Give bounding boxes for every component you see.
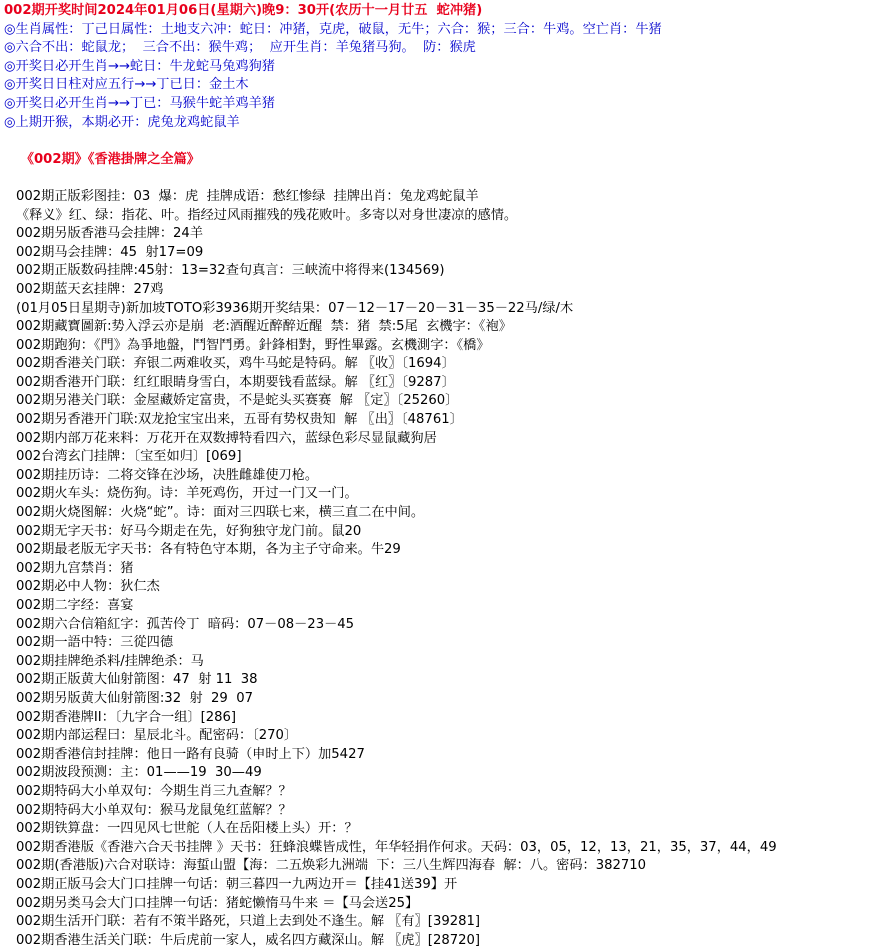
section-title-period: 《002期》 xyxy=(20,151,88,167)
content-row-35: 002期铁算盘：一四见风七世舵（人在岳阳楼上头）开：？ xyxy=(16,821,358,837)
content-row-19: 002期无字天书：好马今期走在先，好狗独守龙门前。鼠20 xyxy=(16,523,362,539)
content-row-2: 《释义》红、绿：指花、叶。指经过风雨摧残的残花败叶。多寄以对身世凄凉的感情。 xyxy=(16,207,518,223)
content-row-32: 002期波段预测：主：01——19 30—49 xyxy=(16,765,262,781)
content-row-9: 002期跑狗：《門》為爭地盤，鬥智鬥勇。針鋒相對，野性畢露。玄機測字：《橋》 xyxy=(16,337,490,353)
content-row-36: 002期香港版《香港六合天书挂牌 》天书：狂蜂浪蝶皆成性，年华轻捐作何求。天码：03，05，12，13，21，35，37，44，49 xyxy=(16,839,777,855)
content-row-10: 002期香港关门联：弃银二两难收买，鸡牛马蛇是特码。解 〖收〗〔1694〕 xyxy=(16,356,455,372)
content-row-23: 002期二字经：喜宴 xyxy=(16,598,134,613)
content-row-26: 002期挂牌绝杀料/挂牌绝杀：马 xyxy=(16,653,204,669)
content-row-18: 002期火烧图解：火烧“蛇”。诗：面对三四联七来，横三直二在中间。 xyxy=(16,505,425,521)
content-row-41: 002期香港生活关门联：牛后虎前一家人，威名四方藏深山。解 〖虎〗[28720] xyxy=(16,932,481,948)
content-row-6: 002期蓝天玄挂牌：27鸡 xyxy=(16,281,164,297)
attribute-line-1: ◎生肖属性：丁己日属性：土地支六冲：蛇日：冲猪，克虎，破鼠，无牛；六合：猴；三合：牛鸡。空亡肖：牛猪 xyxy=(4,21,662,37)
content-row-37: 002期(香港版)六合对联诗：海蜇山盟【海：二五焕彩九洲端 下：三八生辉四海春 解：八。密码：382710 xyxy=(16,858,647,874)
content-row-30: 002期内部运程曰：星辰北斗。配密码：〔270〕 xyxy=(16,728,298,744)
content-row-22: 002期必中人物：狄仁杰 xyxy=(16,579,160,595)
content-row-28: 002期另版黄大仙射箭图:32 射 29 07 xyxy=(16,690,253,706)
content-row-33: 002期特码大小单双句：今期生肖三九查解？？ xyxy=(16,783,292,799)
content-row-5: 002期正版数码挂牌:45射：13=32查句真言：三峡流中将得来(134569) xyxy=(16,263,445,279)
attribute-line-6: ◎上期开猴，本期必开：虎兔龙鸡蛇鼠羊 xyxy=(4,114,240,130)
content-row-14: 002期内部万花来料：万花开在双数搏特看四六，蓝绿色彩尽显鼠藏狗居 xyxy=(16,430,437,446)
content-row-7: (01月05日星期寺)新加坡TOTO彩3936期开奖结果：07－12－17－20－31－35－22马/绿/木 xyxy=(16,300,574,316)
content-row-38: 002期正版马会大门口挂牌一句话：朝三暮四一九两边开＝【挂41送39】开 xyxy=(16,876,458,892)
content-row-8: 002期藏寶圖新:势入浮云亦是崩 老:酒醒近醉醉近醒 禁：猪 禁:5尾 玄機字：《袍》 xyxy=(16,319,512,335)
attribute-line-2: ◎六合不出：蛇鼠龙； 三合不出：猴牛鸡； 应开生肖：羊兔猪马狗。 防：猴虎 xyxy=(4,40,476,56)
content-row-21: 002期九宫禁肖：猪 xyxy=(16,560,134,576)
content-row-20: 002期最老版无字天书：各有特色守本期，各为主子守命来。牛29 xyxy=(16,542,401,558)
attribute-line-4: ◎开奖日日柱对应五行→→丁已日：金土木 xyxy=(4,77,249,93)
content-row-17: 002期火车头：烧伤狗。诗：羊死鸡伤，开过一门又一门。 xyxy=(16,486,358,502)
content-row-25: 002期一語中特：三從四德 xyxy=(16,635,174,651)
content-row-1: 002期正版彩图挂：03 爆：虎 挂牌成语：愁红惨绿 挂牌出肖：兔龙鸡蛇鼠羊 xyxy=(16,188,479,204)
attribute-line-5: ◎开奖日必开生肖→→丁已：马猴牛蛇羊鸡羊猪 xyxy=(4,95,275,111)
content-row-24: 002期六合信箱紅字：孤苦伶丁 暗码：07－08－23－45 xyxy=(16,616,355,632)
content-row-11: 002期香港开门联：红红眼睛身雪白，本期要钱看蓝绿。解 〖红〗〔9287〕 xyxy=(16,374,455,390)
content-row-31: 002期香港信封挂牌：他日一路有良骑（申时上下）加5427 xyxy=(16,746,365,762)
content-row-13: 002期另香港开门联:双龙抢宝宝出来，五哥有势权贵知 解 〖出〗〔48761〕 xyxy=(16,412,463,428)
section-title-name: 《香港掛牌之全篇》 xyxy=(87,151,200,167)
content-row-34: 002期特码大小单双句：猴马龙鼠兔红蓝解？？ xyxy=(16,802,292,818)
content-row-39: 002期另类马会大门口挂牌一句话：猪蛇懒惰马牛来 ＝【马会送25】 xyxy=(16,895,419,911)
content-row-15: 002台湾玄门挂牌：〔宝至如归〕[069] xyxy=(16,449,242,465)
attribute-line-3: ◎开奖日必开生肖→→蛇日：牛龙蛇马兔鸡狗猪 xyxy=(4,58,275,74)
content-row-12: 002期另港关门联：金屋藏娇定富贵，不是蛇头买赛赛 解 〖定〗〔25260〕 xyxy=(16,393,459,409)
section-title xyxy=(4,132,896,188)
content-row-16: 002期挂历诗：二将交锋在沙场，决胜雌雄使刀枪。 xyxy=(16,467,319,483)
content-row-40: 002期生活开门联：若有不策半路死，只道上去到处不逢生。解 〖有〗[39281] xyxy=(16,914,481,930)
content-row-29: 002期香港牌II：〔九字合一组〕[286] xyxy=(16,709,237,725)
content-row-3: 002期另版香港马会挂牌：24羊 xyxy=(16,226,204,242)
content-row-4: 002期马会挂牌：45 射17=09 xyxy=(16,244,204,260)
draw-time-header: 002期开奖时间2024年01月06日(星期六)晚9：30开(农历十一月廿五 蛇冲猪) xyxy=(4,3,483,18)
content-row-27: 002期正版黄大仙射箭图：47 射 11 38 xyxy=(16,672,258,688)
